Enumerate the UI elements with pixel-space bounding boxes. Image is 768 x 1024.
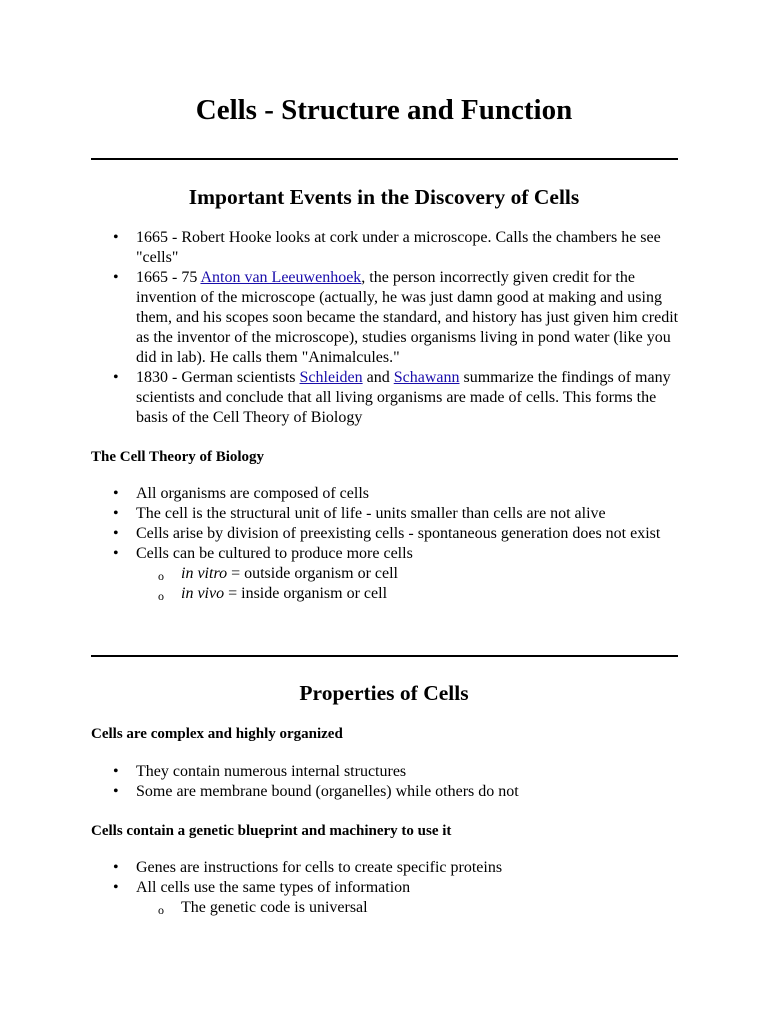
- definition: = inside organism or cell: [224, 585, 388, 602]
- list-item: • They contain numerous internal structures: [0, 762, 681, 782]
- horizontal-rule-middle: [91, 655, 678, 657]
- link-schleiden[interactable]: Schleiden: [299, 369, 363, 386]
- subheading-cell-theory: The Cell Theory of Biology: [91, 449, 265, 465]
- subheading-complex-organized: Cells are complex and highly organized: [91, 726, 343, 742]
- complex-organized-list: [0, 762, 681, 802]
- event-text: 1665 - 75: [136, 269, 201, 286]
- event-text: and: [362, 369, 394, 386]
- genetic-blueprint-list: [0, 858, 681, 918]
- term-in-vitro: in vitro: [181, 565, 228, 582]
- section-heading-discovery: Important Events in the Discovery of Cells: [188, 185, 580, 209]
- list-item: • Genes are instructions for cells to create specific proteins: [0, 858, 681, 878]
- section-heading-properties: Properties of Cells: [299, 681, 469, 705]
- list-item: • All organisms are composed of cells: [0, 484, 681, 504]
- list-item: [0, 878, 681, 918]
- discovery-events-list: [0, 228, 681, 428]
- list-item: • Some are membrane bound (organelles) while others do not: [0, 782, 681, 802]
- horizontal-rule-top: [91, 158, 678, 160]
- definition: = outside organism or cell: [227, 565, 398, 582]
- list-item: • The cell is the structural unit of life - units smaller than cells are not alive: [0, 504, 681, 524]
- event-text: , the person incorrectly given credit for the invention of the microscope (actually, he was just damn good at making and using them, and his scopes soon became the standard, and history has just given him credit as the inventor of the microscope), studies organisms living in pond water (like you did in lab). He calls them "Animalcules.": [136, 269, 679, 366]
- link-anton-van-leeuwenhoek[interactable]: Anton van Leeuwenhoek: [200, 269, 362, 286]
- event-text: 1830 - German scientists: [136, 369, 300, 386]
- term-in-vivo: in vivo: [181, 585, 225, 602]
- sublist-item: [136, 584, 681, 604]
- sublist-item: [136, 564, 681, 584]
- sublist-item: o The genetic code is universal: [136, 898, 681, 918]
- list-item: • Cells arise by division of preexisting cells - spontaneous generation does not exist: [0, 524, 681, 544]
- list-item: [0, 544, 681, 604]
- event-text: summarize the findings of many scientists and conclude that all living organisms are made of cells. This forms the basis of the Cell Theory of Biology: [136, 369, 671, 426]
- event-1665-hooke: 1665 - Robert Hooke looks at cork under a microscope. Calls the chambers he see "cells": [136, 229, 661, 266]
- link-schawann[interactable]: Schawann: [393, 369, 460, 386]
- cell-theory-list: [0, 484, 681, 604]
- list-item-text: Cells can be cultured to produce more cells: [136, 545, 413, 562]
- list-item: [0, 228, 681, 268]
- list-item: [0, 368, 681, 428]
- sublist: [136, 898, 681, 918]
- sublist: [136, 564, 681, 604]
- list-item-text: All cells use the same types of information: [136, 879, 411, 896]
- list-item: [0, 268, 681, 368]
- page-title: Cells - Structure and Function: [195, 94, 573, 126]
- subheading-genetic-blueprint: Cells contain a genetic blueprint and machinery to use it: [91, 823, 452, 839]
